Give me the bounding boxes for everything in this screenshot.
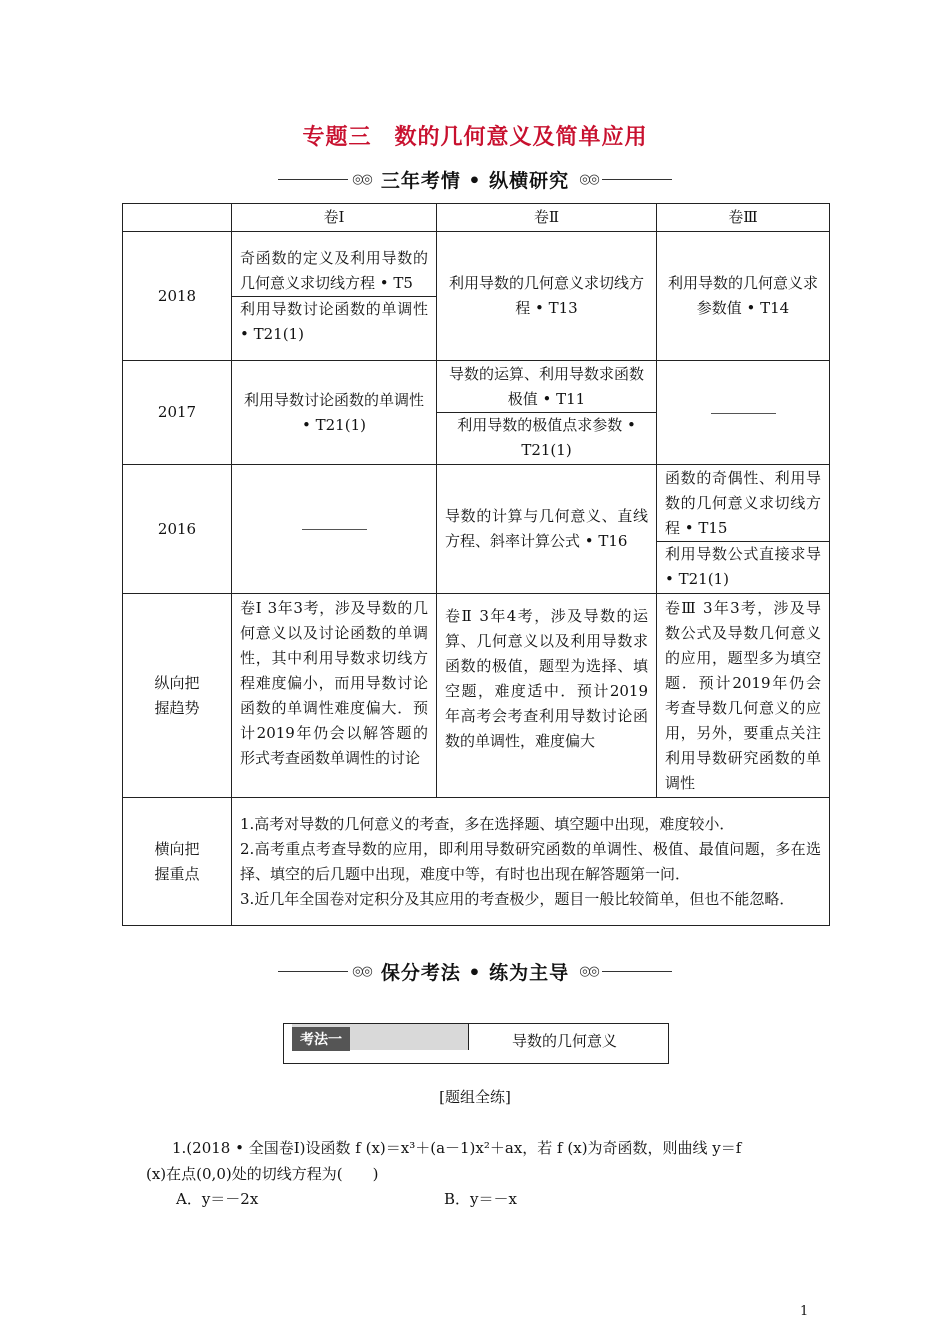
header-paper-2: 卷Ⅱ <box>437 204 657 232</box>
focus-point: 3.近几年全国卷对定积分及其应用的考查极少，题目一般比较简单，但也不能忽略． <box>240 889 795 908</box>
empty-dash <box>302 529 367 530</box>
cell-text: 利用导数的极值点求参数 • T21(1) <box>437 412 656 463</box>
banner-rule-left <box>278 179 348 180</box>
method-tag-label: 考法一 <box>292 1027 350 1051</box>
question-1-line1: 1.(2018 • 全国卷Ⅰ)设函数 f (x)＝x³＋(a－1)x²＋ax，若 f (x)为奇函数，则曲线 y＝f <box>172 1139 742 1157</box>
cell-2017-paper3 <box>657 361 830 465</box>
year-cell: 2018 <box>123 232 232 361</box>
cell-text: 奇函数的定义及利用导数的几何意义求切线方程 • T5 <box>240 248 428 292</box>
table-row <box>123 465 830 594</box>
section-banner-practice <box>0 958 950 985</box>
option-b: B．y＝－x <box>444 1190 517 1208</box>
cell-2017-paper1: 利用导数讨论函数的单调性 • T21(1) <box>232 361 437 465</box>
option-a: A．y＝－2x <box>176 1190 259 1208</box>
cell-2018-paper2: 利用导数的几何意义求切线方程 • T13 <box>437 232 657 361</box>
banner-text: 三年考情 • 纵横研究 <box>380 170 570 192</box>
ornament-icon: ◎◎ <box>579 172 598 187</box>
cell-2016-paper3 <box>657 465 830 594</box>
year-cell: 2017 <box>123 361 232 465</box>
method-title: 导数的几何意义 <box>512 1032 618 1050</box>
cell-2016-paper2: 导数的计算与几何意义、直线方程、斜率计算公式 • T16 <box>437 465 657 594</box>
banner-text: 保分考法 • 练为主导 <box>380 962 570 984</box>
ornament-icon: ◎◎ <box>352 964 371 979</box>
method-tag <box>292 1024 469 1050</box>
banner-rule-left <box>278 971 348 972</box>
cell-2018-paper3: 利用导数的几何意义求参数值 • T14 <box>657 232 830 361</box>
ornament-icon: ◎◎ <box>352 172 371 187</box>
focus-label: 横向把握重点 <box>123 798 232 926</box>
focus-point: 2.高考重点考查导数的应用，即利用导数研究函数的单调性、极值、最值问题，多在选择、填空的后几题中出现，难度中等，有时也出现在解答题第一问． <box>240 839 821 883</box>
banner-rule-right <box>602 179 672 180</box>
trend-paper3: 卷Ⅲ 3年3考，涉及导数公式及导数几何意义的应用，题型多为填空题．预计2019年仍会考查导数几何意义的应用，另外，要重点关注利用导数研究函数的单调性 <box>657 594 830 798</box>
cell-2017-paper2 <box>437 361 657 465</box>
cell-text: 利用导数讨论函数的单调性 • T21(1) <box>232 296 436 347</box>
corner-cell <box>123 204 232 232</box>
exam-analysis-table <box>122 203 830 926</box>
group-label: [题组全练] <box>439 1088 511 1106</box>
page-title: 专题三 数的几何意义及简单应用 <box>302 124 648 150</box>
trend-paper2: 卷Ⅱ 3年4考，涉及导数的运算、几何意义以及利用导数求函数的极值，题型为选择、填空题，难度适中．预计2019年高考会考查利用导数讨论函数的单调性，难度偏大 <box>437 594 657 798</box>
focus-content <box>232 798 830 926</box>
header-paper-1: 卷Ⅰ <box>232 204 437 232</box>
ornament-icon: ◎◎ <box>579 964 598 979</box>
table-row <box>123 232 830 361</box>
question-1-line2: (x)在点(0,0)处的切线方程为( ) <box>146 1165 379 1183</box>
empty-dash <box>711 413 776 414</box>
cell-2016-paper1 <box>232 465 437 594</box>
cell-text: 导数的运算、利用导数求函数极值 • T11 <box>448 365 644 408</box>
trend-paper1: 卷Ⅰ 3年3考，涉及导数的几何意义以及讨论函数的单调性，其中利用导数求切线方程难度偏小，而用导数讨论函数的单调性难度偏大．预计2019年仍会以解答题的形式考查函数单调性的讨论 <box>232 594 437 798</box>
header-paper-3: 卷Ⅲ <box>657 204 830 232</box>
cell-2018-paper1 <box>232 232 437 361</box>
year-cell: 2016 <box>123 465 232 594</box>
page-number: 1 <box>800 1304 809 1319</box>
focus-point: 1.高考对导数的几何意义的考查，多在选择题、填空题中出现，难度较小． <box>240 814 735 833</box>
table-row <box>123 798 830 926</box>
cell-text: 利用导数公式直接求导 • T21(1) <box>657 541 829 592</box>
banner-rule-right <box>602 971 672 972</box>
table-header-row <box>123 204 830 232</box>
trend-label: 纵向把握趋势 <box>123 594 232 798</box>
method-box <box>283 1023 669 1064</box>
table-row <box>123 361 830 465</box>
table-row <box>123 594 830 798</box>
section-banner-trends <box>0 166 950 193</box>
cell-text: 函数的奇偶性、利用导数的几何意义求切线方程 • T15 <box>665 469 821 537</box>
